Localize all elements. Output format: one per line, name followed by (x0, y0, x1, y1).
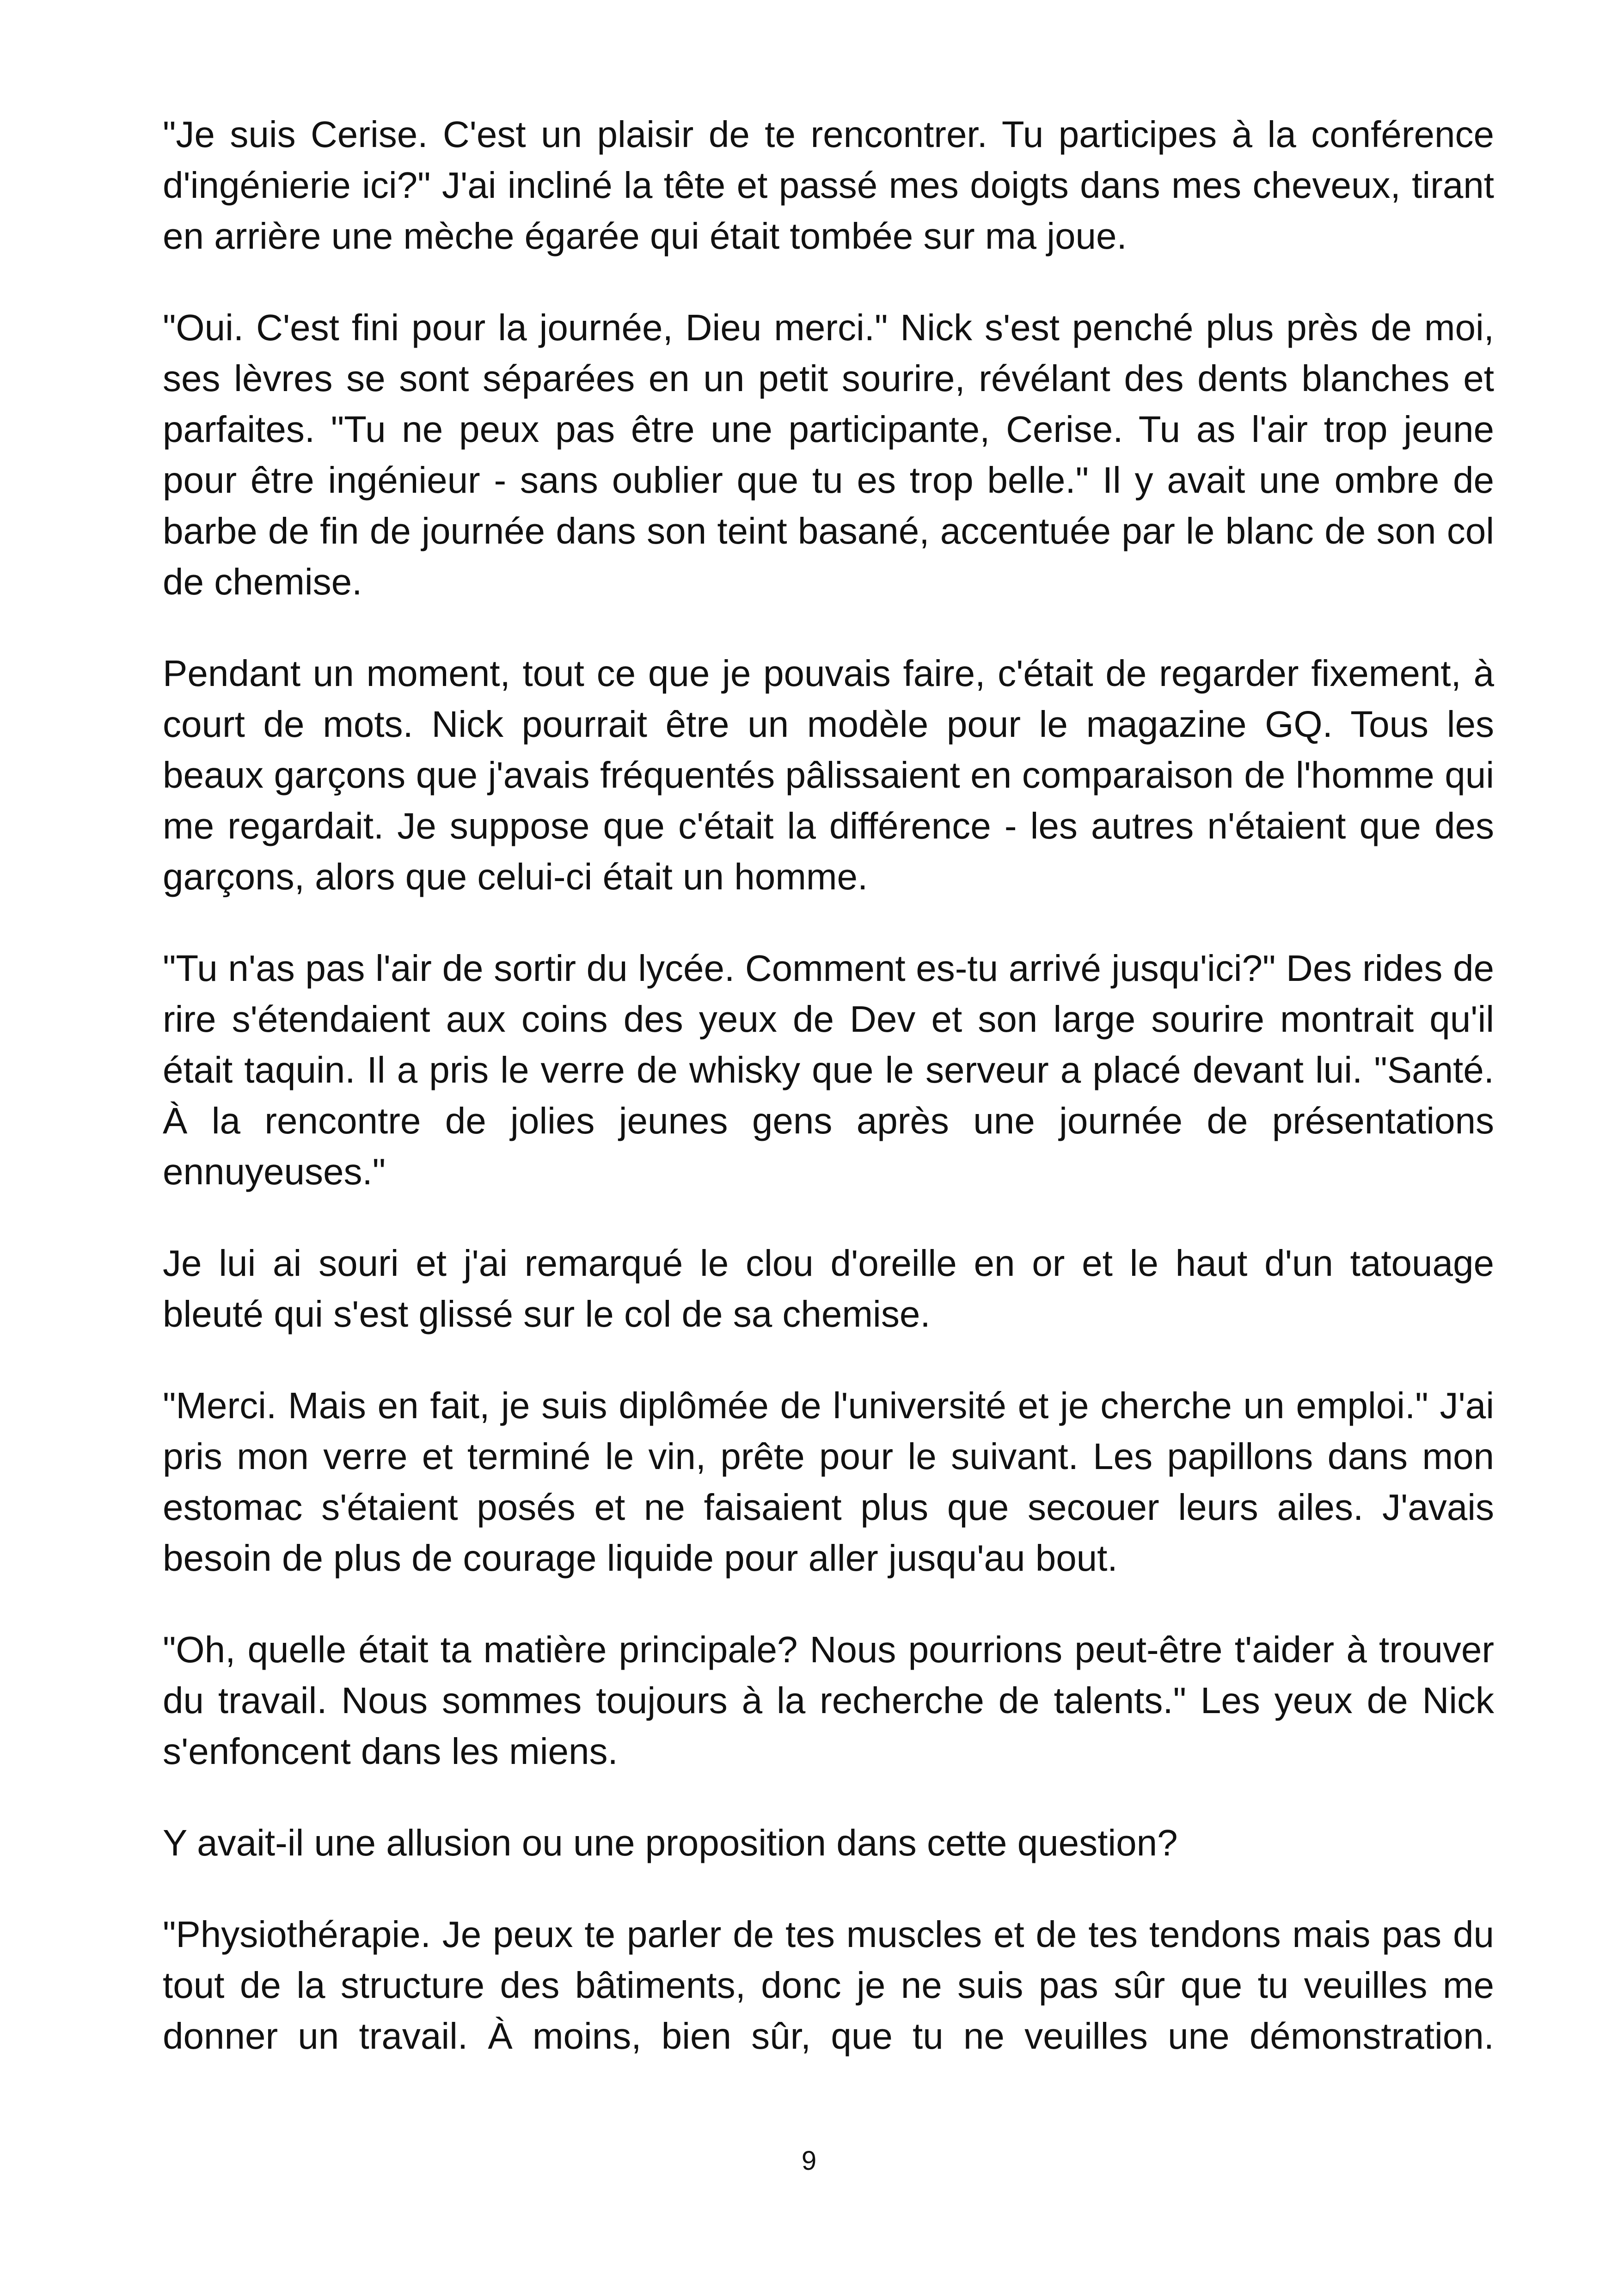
page-number: 9 (801, 2146, 817, 2176)
paragraph-4: "Tu n'as pas l'air de sortir du lycée. Comment es-tu arrivé jusqu'ici?" Des rides de rire s'étendaient aux coins des yeux de Dev et son large sourire montrait qu'il était taquin. Il a pris le verre de whisky que le serveur a placé devant lui. "Santé. À la rencontre de jolies jeunes gens après une journée de présentations ennuyeuses." (163, 948, 1494, 1192)
paragraph-6: "Merci. Mais en fait, je suis diplômée de l'université et je cherche un emploi." J'ai pris mon verre et terminé le vin, prête pour le suivant. Les papillons dans mon estomac s'étaient posés et ne faisaient plus que secouer leurs ailes. J'avais besoin de plus de courage liquide pour aller jusqu'au bout. (163, 1385, 1494, 1579)
paragraph-5: Je lui ai souri et j'ai remarqué le clou d'oreille en or et le haut d'un tatouage bleuté qui s'est glissé sur le col de sa chemise. (163, 1243, 1494, 1335)
paragraph-7: "Oh, quelle était ta matière principale? Nous pourrions peut-être t'aider à trouver du travail. Nous sommes toujours à la recherche de talents." Les yeux de Nick s'enfoncent dans les miens. (163, 1629, 1494, 1772)
paragraph-2: "Oui. C'est fini pour la journée, Dieu merci." Nick s'est penché plus près de moi, ses lèvres se sont séparées en un petit sourire, révélant des dents blanches et parfaites. "Tu ne peux pas être une participante, Cerise. Tu as l'air trop jeune pour être ingénieur - sans oublier que tu es trop belle." Il y avait une ombre de barbe de fin de journée dans son teint basané, accentuée par le blanc de son col de chemise. (163, 307, 1494, 602)
paragraph-3: Pendant un moment, tout ce que je pouvais faire, c'était de regarder fixement, à court de mots. Nick pourrait être un modèle pour le magazine GQ. Tous les beaux garçons que j'avais fréquentés pâlissaient en comparaison de l'homme qui me regardait. Je suppose que c'était la différence - les autres n'étaient que des garçons, alors que celui-ci était un homme. (163, 653, 1494, 897)
paragraph-9: "Physiothérapie. Je peux te parler de tes muscles et de tes tendons mais pas du tout de la structure des bâtiments, donc je ne suis pas sûr que tu veuilles me donner un travail. À moins, bien sûr, que tu ne veuilles une démonstration. (163, 1914, 1494, 2057)
body-text (163, 109, 1494, 2062)
paragraph-8: Y avait-il une allusion ou une proposition dans cette question? (163, 1822, 1178, 1863)
paragraph-1: "Je suis Cerise. C'est un plaisir de te rencontrer. Tu participes à la conférence d'ingénierie ici?" J'ai incliné la tête et passé mes doigts dans mes cheveux, tirant en arrière une mèche égarée qui était tombée sur ma joue. (163, 114, 1494, 257)
